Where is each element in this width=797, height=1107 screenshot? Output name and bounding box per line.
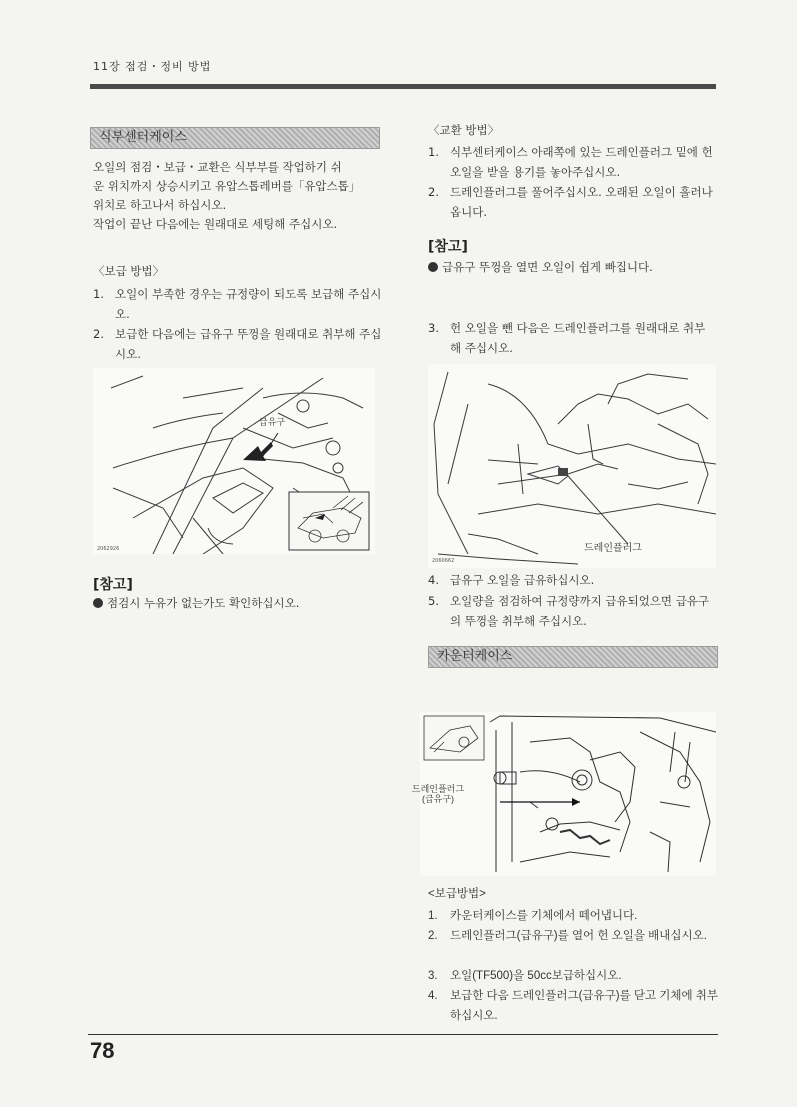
exchange-method-title: 〈교환 방법〉 xyxy=(428,123,500,137)
step-text: 식부센터케이스 아래쪽에 있는 드레인플러그 밑에 헌 오일을 받을 용기를 놓아주십시오. xyxy=(450,145,713,179)
counter-supply-title: <보급방법> xyxy=(428,888,486,900)
drain-plug-label-line: 드레인플러그 xyxy=(411,784,465,794)
step-text: 보급한 다음에는 급유구 뚜껑을 원래대로 취부해 주십시오. xyxy=(115,327,382,361)
drain-plug-callout: 드레인플러그 xyxy=(584,543,642,554)
counter-step-1 xyxy=(428,906,720,926)
intro-line: 운 위치까지 상승시키고 유압스톱레버를「유압스톱」 xyxy=(93,179,361,193)
oil-filler-callout: 급유구 xyxy=(259,418,286,428)
step-number: 2. xyxy=(93,327,104,341)
step-number: 4. xyxy=(428,990,438,1002)
figure-code: 2062926 xyxy=(97,546,120,552)
section-heading-planting-center-case: 식부센터케이스 xyxy=(90,127,380,149)
figure-code: 2060662 xyxy=(432,558,455,564)
chapter-header: 11장 점검・정비 방법 xyxy=(93,60,212,73)
machine-drawing-icon xyxy=(428,364,716,568)
supply-step-1 xyxy=(93,284,383,324)
exchange-step-1 xyxy=(428,142,716,182)
step-text: 오일(TF500)을 50cc보급하십시오. xyxy=(450,970,622,982)
step-number: 2. xyxy=(428,185,439,199)
step-text: 보급한 다음 드레인플러그(급유구)를 닫고 기체에 취부하십시오. xyxy=(450,990,719,1022)
step-text: 오일량을 점검하여 규정량까지 급유되었으면 급유구의 뚜껑을 취부해 주십시오. xyxy=(450,594,710,628)
note-title: [참고] xyxy=(93,577,133,593)
counter-step-3 xyxy=(428,966,720,986)
drain-plug-label-line: (급유구) xyxy=(421,794,455,804)
drain-plug-label xyxy=(400,784,476,804)
note-text xyxy=(428,258,716,277)
supply-step-2 xyxy=(93,324,383,364)
step-number: 3. xyxy=(428,970,438,982)
supply-method-title: 〈보급 방법〉 xyxy=(93,264,165,278)
bullet-icon xyxy=(428,262,438,272)
exchange-step-3 xyxy=(428,318,716,358)
page-number: 78 xyxy=(90,1038,115,1063)
step-number: 1. xyxy=(93,287,104,301)
oil-filler-figure xyxy=(93,368,375,554)
intro-line: 위치로 하고나서 하십시오. xyxy=(93,198,227,212)
counter-step-4 xyxy=(428,986,720,1026)
step-number: 2. xyxy=(428,930,438,942)
step-text: 급유구 오일을 급유하십시오. xyxy=(450,573,595,587)
step-number: 3. xyxy=(428,321,439,335)
intro-line: 오일의 점검・보급・교환은 식부부를 작업하기 쉬 xyxy=(93,160,342,174)
drain-plug-figure xyxy=(428,364,716,568)
note-text-content: 점검시 누유가 없는가도 확인하십시오. xyxy=(107,596,300,610)
step-text: 헌 오일을 뺀 다음은 드레인플러그를 원래대로 취부해 주십시오. xyxy=(450,321,706,355)
note-text xyxy=(93,594,383,613)
section-heading-counter-case: 카운터케이스 xyxy=(428,646,718,668)
bullet-icon xyxy=(93,598,103,608)
step-text: 카운터케이스를 기체에서 떼어냅니다. xyxy=(450,910,638,922)
footer-rule xyxy=(88,1034,718,1035)
step-number: 5. xyxy=(428,594,439,608)
step-text: 드레인플러그(급유구)를 열어 헌 오일을 배내십시오. xyxy=(450,930,707,942)
exchange-step-4 xyxy=(428,570,716,590)
exchange-step-5 xyxy=(428,591,716,631)
intro-paragraph xyxy=(93,158,383,234)
note-title: [참고] xyxy=(428,239,468,255)
intro-line: 작업이 끝난 다음에는 원래대로 세팅해 주십시오. xyxy=(93,217,338,231)
exchange-step-2 xyxy=(428,182,716,222)
step-number: 1. xyxy=(428,145,439,159)
machine-drawing-icon xyxy=(93,368,375,554)
header-rule xyxy=(90,84,716,89)
step-text: 오일이 부족한 경우는 규정량이 되도록 보급해 주십시오. xyxy=(115,287,382,321)
step-number: 1. xyxy=(428,910,438,922)
counter-case-figure xyxy=(411,712,716,876)
counter-step-2 xyxy=(428,926,720,946)
step-text: 드레인플러그를 풀어주십시오. 오래된 오일이 흘러나옵니다. xyxy=(450,185,713,219)
step-number: 4. xyxy=(428,573,439,587)
note-text-content: 급유구 뚜껑을 열면 오일이 쉽게 빠집니다. xyxy=(442,260,653,274)
